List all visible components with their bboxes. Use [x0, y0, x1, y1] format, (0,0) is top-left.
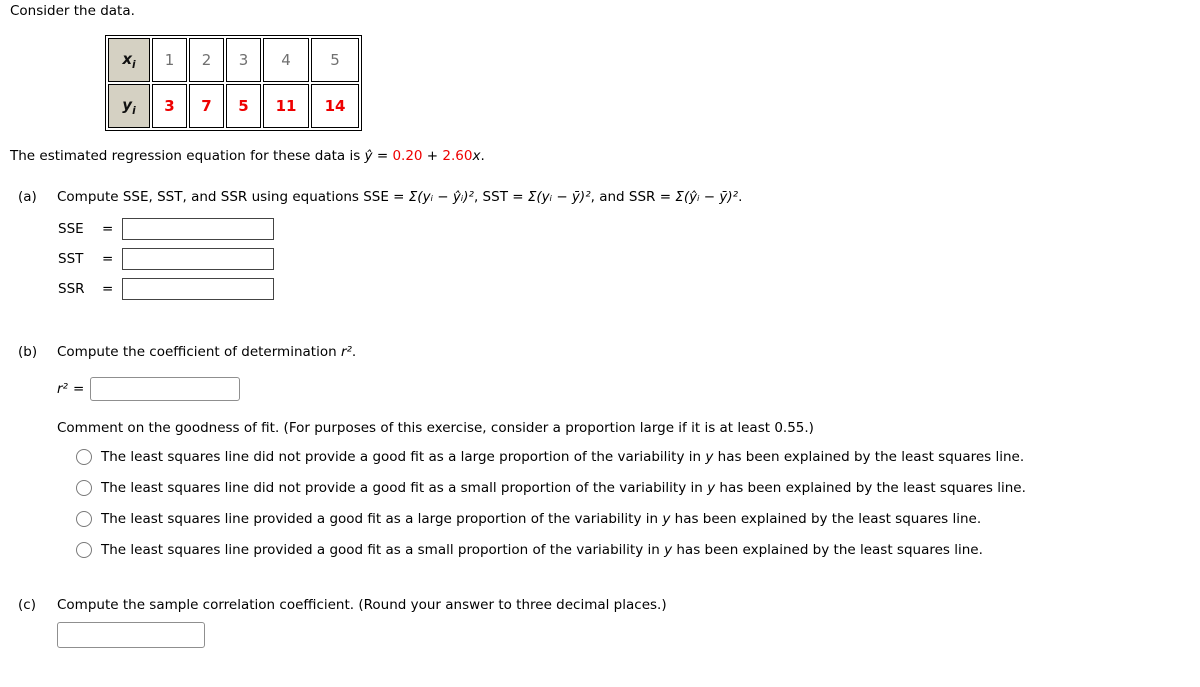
part-b-text: Compute the coefficient of determination: [57, 344, 341, 360]
regression-text: The estimated regression equation for these data is: [10, 148, 365, 164]
correlation-coefficient-input[interactable]: [57, 622, 205, 648]
equals-sign: =: [102, 251, 114, 267]
r-squared-symbol: r²: [340, 344, 352, 360]
part-a-text: , and SSR =: [590, 189, 676, 205]
radio-button[interactable]: [76, 449, 92, 465]
ssr-answer-row: [58, 278, 274, 300]
part-c-label: (c): [18, 597, 36, 613]
x-value-cell: 4: [263, 38, 309, 82]
y-variable: y: [705, 449, 714, 465]
y-variable: y: [662, 511, 671, 527]
x-label: x: [122, 49, 133, 68]
sse-label: SSE: [58, 221, 84, 237]
y-hat-symbol: ŷ: [364, 148, 373, 164]
period: .: [480, 148, 485, 164]
equals-sign: =: [102, 281, 114, 297]
part-a-text: .: [738, 189, 743, 205]
y-value-cell: 11: [263, 84, 309, 128]
sst-formula: Σ(yᵢ − ȳ)²: [527, 189, 591, 205]
y-label-subscript: i: [132, 104, 136, 117]
y-value-cell: 7: [189, 84, 224, 128]
r-squared-answer-row: [57, 377, 240, 401]
r-squared-input[interactable]: [90, 377, 240, 401]
part-c-heading: [18, 597, 667, 613]
option-text: has been explained by the least squares line.: [672, 542, 983, 558]
goodness-of-fit-prompt: Comment on the goodness of fit. (For purposes of this exercise, consider a proportion large if it is at least 0.55.): [57, 420, 814, 436]
fit-option-row: [76, 480, 1026, 496]
part-b-label: (b): [18, 344, 38, 360]
option-text: The least squares line did not provide a good fit as a small proportion of the variability in: [101, 480, 708, 496]
part-c-prompt: Compute the sample correlation coefficient. (Round your answer to three decimal places.): [57, 597, 667, 613]
y-label: y: [122, 95, 133, 114]
regression-equation-sentence: [10, 148, 485, 164]
part-a-prompt: [57, 189, 742, 205]
option-text: The least squares line did not provide a good fit as a large proportion of the variability in: [101, 449, 706, 465]
option-text: The least squares line provided a good fit as a small proportion of the variability in: [101, 542, 665, 558]
data-table: [105, 35, 362, 131]
x-label-subscript: i: [132, 58, 136, 71]
part-a-label: (a): [18, 189, 37, 205]
sst-input[interactable]: [122, 248, 274, 270]
sst-label: SST: [58, 251, 84, 267]
option-text: has been explained by the least squares line.: [713, 449, 1025, 465]
fit-option-label: [101, 511, 981, 527]
y-value-cell: 5: [226, 84, 261, 128]
sse-formula: Σ(yᵢ − ŷᵢ)²: [408, 189, 474, 205]
x-row-header: [108, 38, 150, 82]
y-row-header: [108, 84, 150, 128]
part-a-heading: [18, 189, 742, 205]
ssr-label: SSR: [58, 281, 85, 297]
radio-button[interactable]: [76, 542, 92, 558]
y-value-cell: 3: [152, 84, 187, 128]
x-value-cell: 5: [311, 38, 359, 82]
slope-value: 2.60: [442, 148, 473, 164]
sse-answer-row: [58, 218, 274, 240]
option-text: has been explained by the least squares line.: [715, 480, 1026, 496]
fit-option-label: [101, 542, 983, 558]
table-row-x: [108, 38, 359, 82]
fit-option-label: [101, 449, 1024, 465]
equals-sign: =: [102, 221, 114, 237]
y-variable: y: [707, 480, 716, 496]
part-b-heading: [18, 344, 356, 360]
intro-text: Consider the data.: [10, 3, 135, 19]
radio-button[interactable]: [76, 480, 92, 496]
r-squared-label: r²: [57, 381, 68, 397]
fit-option-row: [76, 449, 1024, 465]
x-variable: x: [472, 148, 481, 164]
fit-option-row: [76, 511, 981, 527]
table-row-y: [108, 84, 359, 128]
part-a-text: Compute SSE, SST, and SSR using equations SSE =: [57, 189, 409, 205]
y-value-cell: 14: [311, 84, 359, 128]
period: .: [351, 344, 357, 360]
part-a-text: , SST =: [473, 189, 528, 205]
intercept-value: 0.20: [392, 148, 423, 164]
equals-sign: =: [372, 148, 393, 164]
fit-option-label: [101, 480, 1026, 496]
option-text: The least squares line provided a good fit as a large proportion of the variability in: [101, 511, 663, 527]
option-text: has been explained by the least squares line.: [670, 511, 982, 527]
sse-input[interactable]: [122, 218, 274, 240]
part-b-prompt: [57, 344, 356, 360]
x-value-cell: 3: [226, 38, 261, 82]
plus-sign: +: [422, 148, 443, 164]
x-value-cell: 2: [189, 38, 224, 82]
radio-button[interactable]: [76, 511, 92, 527]
equals-sign: =: [72, 381, 85, 397]
ssr-input[interactable]: [122, 278, 274, 300]
sst-answer-row: [58, 248, 274, 270]
fit-option-row: [76, 542, 983, 558]
y-variable: y: [664, 542, 673, 558]
x-value-cell: 1: [152, 38, 187, 82]
ssr-formula: Σ(ŷᵢ − ȳ)²: [675, 189, 739, 205]
